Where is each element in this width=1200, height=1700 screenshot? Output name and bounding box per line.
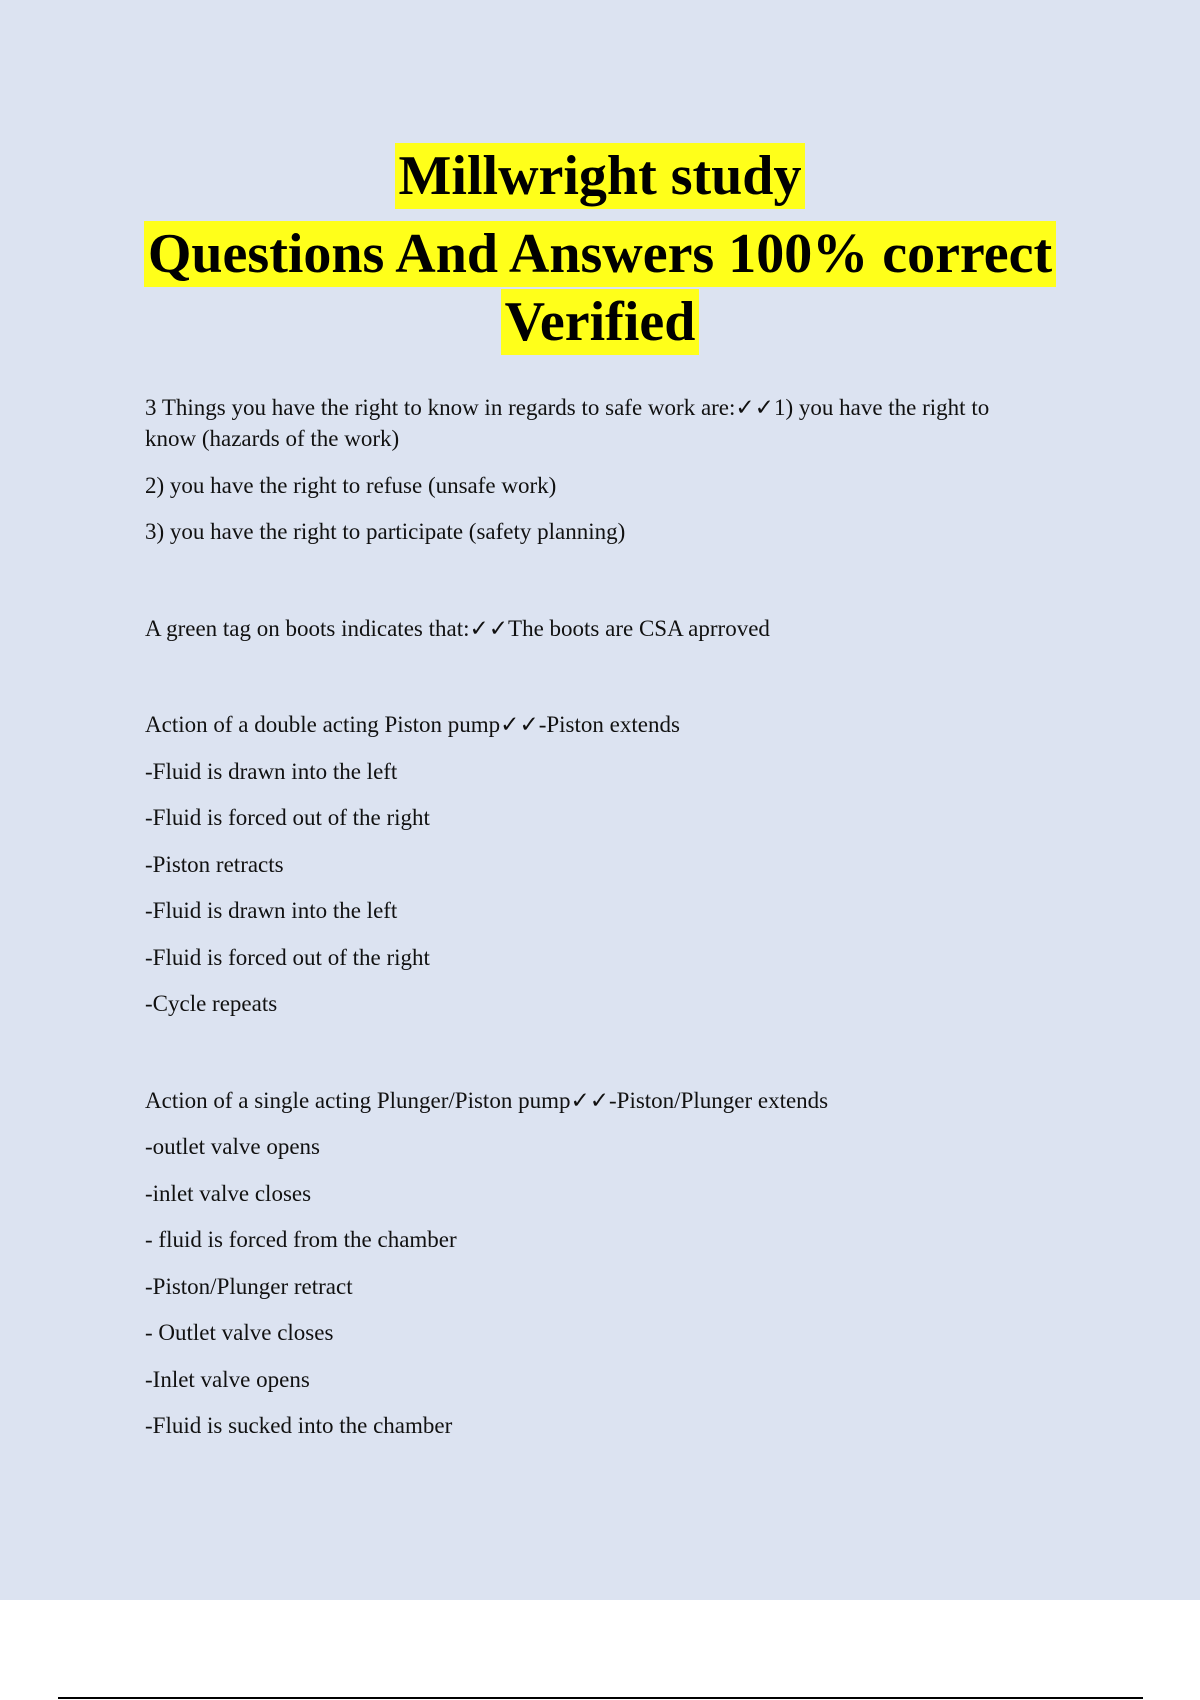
answer-line: -Fluid is sucked into the chamber (145, 1413, 453, 1438)
answer-line: - fluid is forced from the chamber (145, 1227, 457, 1252)
answer-line: -Fluid is drawn into the left (145, 898, 398, 923)
answer-line: -inlet valve closes (145, 1180, 312, 1206)
answer-line: -Piston/Plunger retract (145, 1273, 353, 1299)
paragraph-gap (145, 563, 1045, 613)
answer-line: -Inlet valve opens (145, 1366, 310, 1392)
question-text: Action of a double acting Piston pump✓✓-Piston extends (145, 712, 680, 737)
answer-line: -Fluid is forced out of the right (145, 805, 430, 830)
title-highlight: Verified (501, 289, 700, 355)
answer-line: -Fluid is drawn into the left (145, 758, 398, 784)
qa-item-single-acting-pump (145, 1085, 1045, 1442)
answer-line: -outlet valve opens (145, 1134, 321, 1159)
title-line-1 (0, 145, 1200, 207)
title-line-3 (0, 291, 1200, 353)
answer-line: 3) you have the right to participate (safety planning) (145, 519, 626, 544)
title-highlight: Millwright study (395, 143, 806, 209)
answer-line: -Piston retracts (145, 851, 284, 877)
question-text: A green tag on boots indicates that:✓✓The boots are CSA aprroved (145, 615, 770, 641)
title-line-2 (0, 223, 1200, 285)
paragraph-gap (145, 1035, 1045, 1085)
qa-content (145, 392, 1045, 1457)
qa-item-double-acting-pump (145, 709, 1045, 1019)
title-highlight: Questions And Answers 100% correct (144, 221, 1056, 287)
answer-line: -Fluid is forced out of the right (145, 944, 430, 970)
question-text: 3 Things you have the right to know in regards to safe work are:✓✓1) you have the right to know (hazards of the work) (145, 395, 990, 451)
title-block (0, 145, 1200, 353)
qa-item-rights (145, 392, 1045, 547)
answer-line: - Outlet valve closes (145, 1320, 334, 1345)
answer-line: 2) you have the right to refuse (unsafe work) (145, 472, 557, 498)
footer-divider (58, 1697, 1143, 1699)
paragraph-gap (145, 659, 1045, 709)
answer-line: -Cycle repeats (145, 991, 278, 1016)
question-text: Action of a single acting Plunger/Piston pump✓✓-Piston/Plunger extends (145, 1087, 829, 1113)
qa-item-green-tag (145, 613, 1045, 644)
